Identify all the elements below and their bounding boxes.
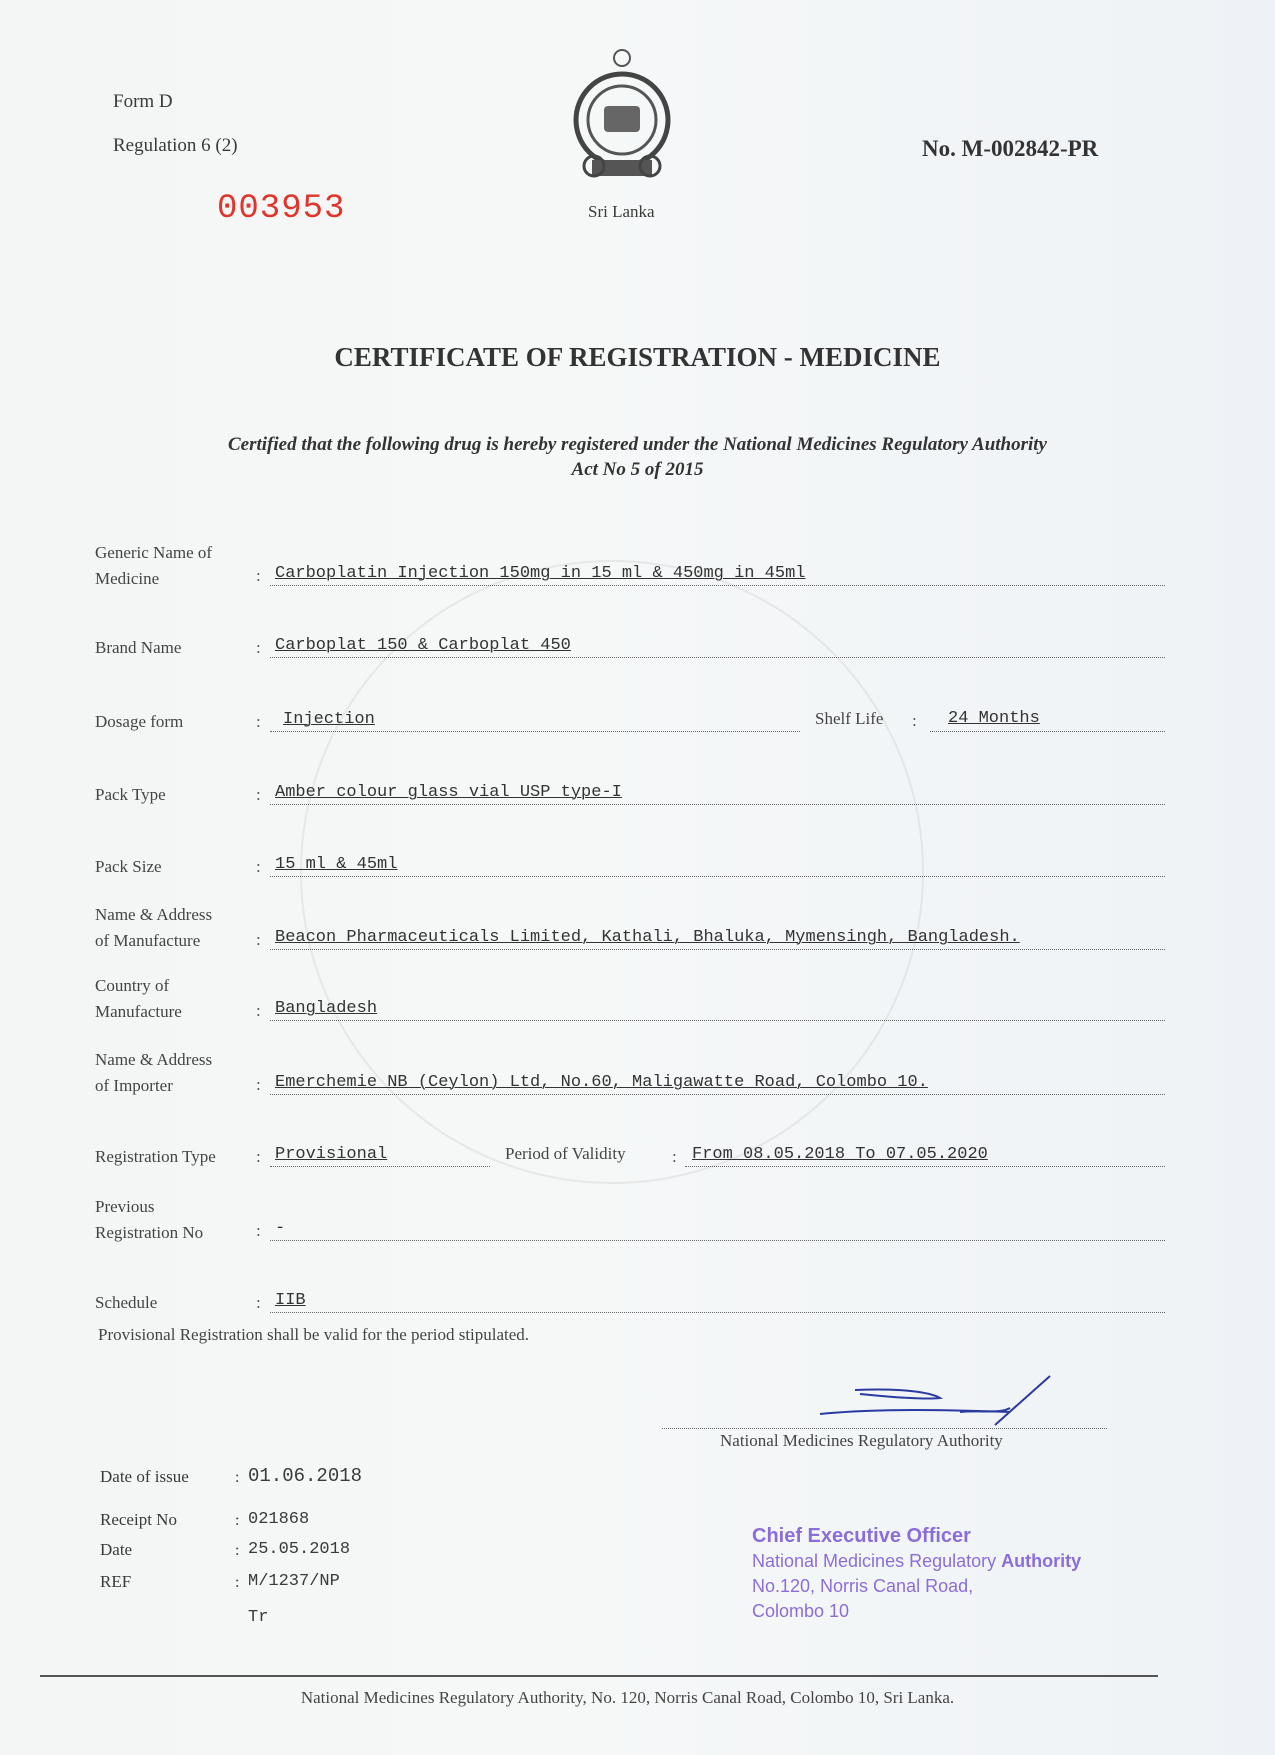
dosage-form-value: Injection xyxy=(283,710,375,729)
importer-value: Emerchemie NB (Ceylon) Ltd, No.60, Maligawatte Road, Colombo 10. xyxy=(275,1073,928,1092)
ref-extra: Tr xyxy=(248,1608,269,1627)
country-caption: Sri Lanka xyxy=(588,202,655,221)
date-value: 25.05.2018 xyxy=(248,1540,351,1559)
form-label: Form D xyxy=(113,91,173,112)
previous-registration-value: - xyxy=(275,1219,286,1238)
receipt-label: Receipt No xyxy=(100,1510,177,1529)
importer-label: Name & Address of Importer xyxy=(95,1050,213,1095)
certificate-number: No. M-002842-PR xyxy=(922,136,1099,161)
pack-type-value: Amber colour glass vial USP type-I xyxy=(275,783,622,802)
certificate-page: Form D Regulation 6 (2) 003953 Sri Lanka No. M-002842-PR CERTIFICATE OF REGISTRATION - MEDICINE Certified that the following drug is hereby registered under the National Medicines Regulatory Authority Act No 5 of 2015 Generic Name of Medicine : Carboplatin Injection 150mg in 15 ml & 450mg in 45ml Brand Name : Carboplat 150 & Carboplat 450 Dosage form : Injection Shelf Life : 24 Months Pack Type : Amber colour glass vial USP type-I Pack Size : 15 ml & 45ml Name & Address of Manufacture : Beacon Pharmaceuticals Limited, Kathali, Bhaluka, Mymensingh, Bangladesh. Country of Manufacture : Bangladesh Name & Address of Importer : Emerchemie NB (Ceylon) Ltd, No.60, Maligawatte Road, Colombo 10. Registration Type : Provisional Period of Validity : From 08.05.2018 To 07.05.2020 Previous Registration No : - Schedule : IIB Provisional Registration shall be valid for the period stipulated. National Medicines Regulatory Authority Date of issue : 01.06.2018 Receipt No : 021868 Date : 25.05.2018 REF : M/1237/NP Tr Chief Executive Officer National Medicines Regulatory Authority No.120, Norris Canal Road, Colombo 10 National Medicines Regulatory Authority, No. 120, Norris Canal Road, Colombo 10, Sri Lanka. xyxy=(0,0,1275,1755)
brand-label: Brand Name xyxy=(95,638,182,657)
validity-label: Period of Validity xyxy=(505,1144,626,1163)
registration-type-value: Provisional xyxy=(275,1145,388,1164)
country-label: Country of Manufacture xyxy=(95,976,182,1021)
subtitle-line1: Certified that the following drug is hereby registered under the National Medicines Regulatory Authority xyxy=(228,434,1047,455)
previous-registration-label: Previous Registration No xyxy=(95,1197,204,1242)
brand-name-value: Carboplat 150 & Carboplat 450 xyxy=(275,636,571,655)
ref-label: REF xyxy=(100,1572,132,1591)
manufacturer-value: Beacon Pharmaceuticals Limited, Kathali, Bhaluka, Mymensingh, Bangladesh. xyxy=(275,928,1020,947)
shelf-life-label: Shelf Life xyxy=(815,709,884,728)
ref-value: M/1237/NP xyxy=(248,1572,340,1591)
date-of-issue-label: Date of issue xyxy=(100,1467,189,1486)
receipt-value: 021868 xyxy=(248,1510,310,1529)
signatory-label: National Medicines Regulatory Authority xyxy=(720,1431,1003,1450)
shelf-life-value: 24 Months xyxy=(948,709,1040,728)
date-of-issue-value: 01.06.2018 xyxy=(248,1465,363,1487)
serial-number: 003953 xyxy=(217,190,346,228)
generic-name-value: Carboplatin Injection 150mg in 15 ml & 450mg in 45ml xyxy=(275,564,806,583)
signature-icon xyxy=(800,1370,1060,1430)
registration-type-label: Registration Type xyxy=(95,1147,216,1166)
generic-label: Generic Name of Medicine xyxy=(95,543,213,588)
schedule-label: Schedule xyxy=(95,1293,158,1312)
manufacturer-label: Name & Address of Manufacture xyxy=(95,905,213,950)
dosage-label: Dosage form xyxy=(95,712,184,731)
regulation-label: Regulation 6 (2) xyxy=(113,135,238,156)
validity-value: From 08.05.2018 To 07.05.2020 xyxy=(692,1145,988,1164)
pack-size-label: Pack Size xyxy=(95,857,162,876)
subtitle-line2: Act No 5 of 2015 xyxy=(571,459,704,480)
pack-type-label: Pack Type xyxy=(95,785,166,804)
footer-address: National Medicines Regulatory Authority, No. 120, Norris Canal Road, Colombo 10, Sri Lanka. xyxy=(300,1688,955,1707)
country-value: Bangladesh xyxy=(275,999,378,1018)
pack-size-value: 15 ml & 45ml xyxy=(275,855,398,874)
provisional-note: Provisional Registration shall be valid for the period stipulated. xyxy=(98,1325,530,1344)
date-label: Date xyxy=(100,1540,133,1559)
page-title: CERTIFICATE OF REGISTRATION - MEDICINE xyxy=(334,342,941,372)
sri-lanka-emblem-icon xyxy=(572,48,672,186)
schedule-value: IIB xyxy=(275,1291,306,1310)
